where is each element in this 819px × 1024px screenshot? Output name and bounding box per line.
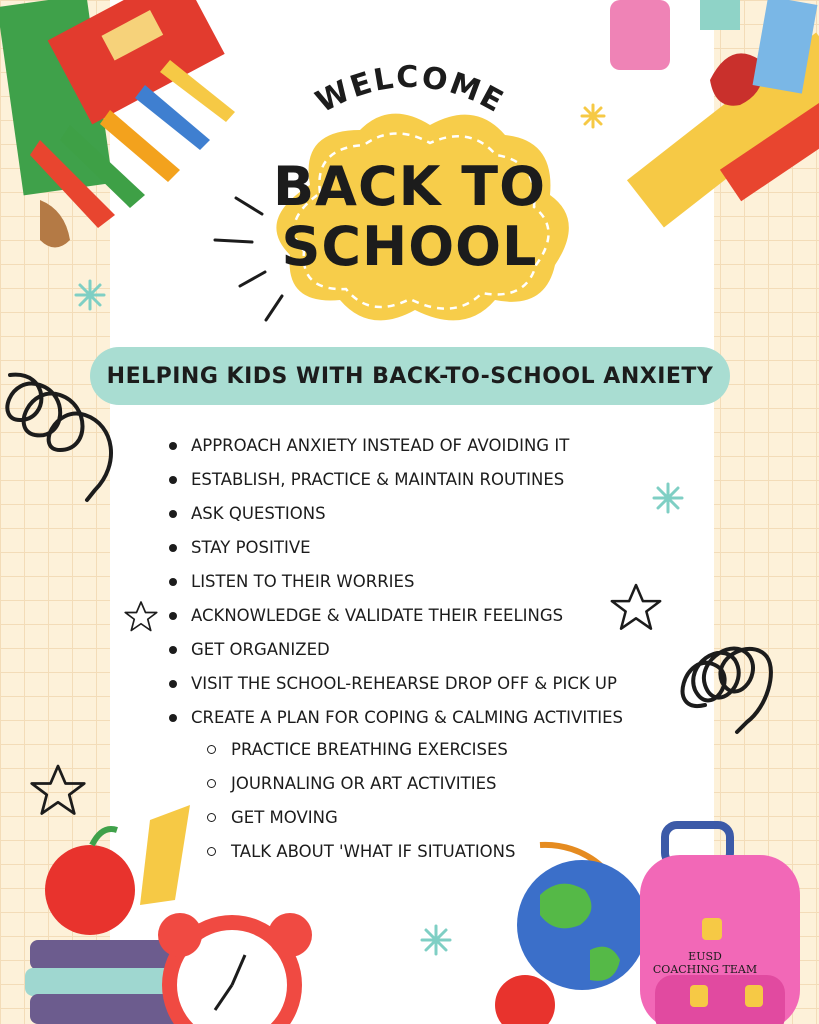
list-item — [165, 432, 623, 466]
list-item — [165, 534, 623, 568]
list-item — [165, 568, 623, 602]
circle-bullet-icon — [207, 847, 216, 856]
credit-text — [640, 950, 770, 976]
title-line-1: BACK TO — [273, 155, 546, 218]
tip-text: STAY POSITIVE — [191, 538, 311, 557]
tip-text: VISIT THE SCHOOL-REHEARSE DROP OFF & PICK UP — [191, 674, 617, 693]
bullet-icon — [169, 476, 177, 484]
topic-banner — [90, 347, 730, 405]
circle-bullet-icon — [207, 779, 216, 788]
sub-tip-text: GET MOVING — [231, 808, 338, 827]
bullet-icon — [169, 578, 177, 586]
credit-line-1: EUSD — [688, 950, 722, 963]
sub-tip-text: TALK ABOUT 'WHAT IF SITUATIONS — [231, 842, 516, 861]
globe-backpack-illustration — [495, 825, 800, 1024]
tip-text: LISTEN TO THEIR WORRIES — [191, 572, 415, 591]
tip-text: APPROACH ANXIETY INSTEAD OF AVOIDING IT — [191, 436, 570, 455]
list-item — [205, 804, 516, 838]
sub-tip-text: JOURNALING OR ART ACTIVITIES — [231, 774, 497, 793]
bullet-icon — [169, 544, 177, 552]
list-item — [165, 636, 623, 670]
list-item — [205, 736, 516, 770]
list-item — [165, 704, 623, 738]
circle-bullet-icon — [207, 813, 216, 822]
list-item — [205, 838, 516, 872]
circle-bullet-icon — [207, 745, 216, 754]
list-item — [165, 466, 623, 500]
tip-text: GET ORGANIZED — [191, 640, 330, 659]
bullet-icon — [169, 680, 177, 688]
bullet-icon — [169, 714, 177, 722]
tips-list — [165, 432, 623, 738]
list-item — [165, 602, 623, 636]
svg-text:WELCOME: WELCOME — [310, 62, 511, 121]
bullet-icon — [169, 442, 177, 450]
tip-text: ASK QUESTIONS — [191, 504, 326, 523]
list-item — [165, 670, 623, 704]
list-item — [165, 500, 623, 534]
bullet-icon — [169, 612, 177, 620]
tip-text: CREATE A PLAN FOR COPING & CALMING ACTIVITIES — [191, 708, 624, 727]
tip-text: ACKNOWLEDGE & VALIDATE THEIR FEELINGS — [191, 606, 564, 625]
bullet-icon — [169, 510, 177, 518]
sub-tips-list — [205, 736, 516, 872]
title-line-2: SCHOOL — [281, 215, 538, 278]
list-item — [205, 770, 516, 804]
bullet-icon — [169, 646, 177, 654]
sub-tip-text: PRACTICE BREATHING EXERCISES — [231, 740, 508, 759]
credit-line-2: COACHING TEAM — [652, 963, 758, 976]
tip-text: ESTABLISH, PRACTICE & MAINTAIN ROUTINES — [191, 470, 565, 489]
banner-text: HELPING KIDS WITH BACK-TO-SCHOOL ANXIETY — [106, 363, 714, 389]
